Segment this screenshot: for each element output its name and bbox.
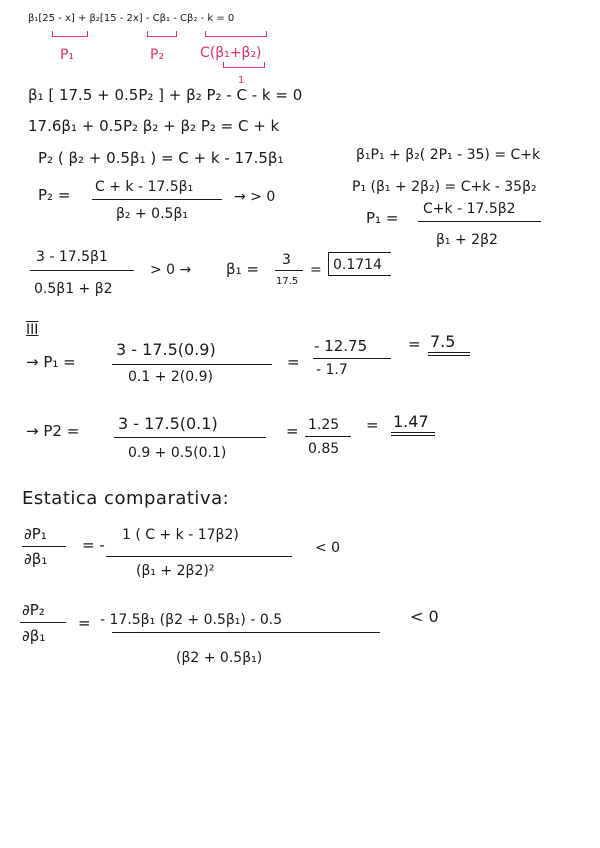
- p2-value-equals-2: =: [366, 416, 379, 434]
- annotation-p2: P₂: [150, 47, 165, 63]
- p1-value-numerator: 3 - 17.5(0.9): [116, 340, 216, 359]
- derivative2-fraction-bar: [112, 632, 380, 633]
- equation-initial: β₁[25 - x] + β₂[15 - 2x] - Cβ₁ - Cβ₂ - k = 0: [28, 13, 235, 24]
- p2-result-underline-2: [391, 435, 435, 436]
- annotation-p1: P₁: [60, 47, 75, 63]
- p2-result: 1.47: [393, 412, 429, 431]
- p1-label: P₁ =: [366, 209, 399, 227]
- condition-numerator: 3 - 17.5β1: [36, 249, 108, 265]
- p2-fraction-bar: [92, 199, 222, 200]
- p2-result-underline-1: [391, 432, 435, 433]
- derivative1-equals: = -: [82, 536, 105, 554]
- annotation-one: 1: [238, 75, 245, 86]
- p1-result-underline-1: [428, 352, 470, 353]
- equation-line-1: β₁ [ 17.5 + 0.5P₂ ] + β₂ P₂ - C - k = 0: [28, 86, 303, 104]
- derivative2-denominator: (β2 + 0.5β₁): [176, 650, 263, 666]
- derivative1-denominator: (β₁ + 2β2)²: [136, 563, 215, 579]
- derivative1-bottom: ∂β₁: [24, 550, 48, 568]
- right-equation-1: β₁P₁ + β₂( 2P₁ - 35) = C+k: [356, 147, 541, 163]
- section-heading: Estatica comparativa:: [22, 488, 230, 509]
- p1-denominator: β₁ + 2β2: [436, 232, 498, 248]
- derivative1-bar: [22, 546, 66, 547]
- beta1-denominator: 17.5: [276, 276, 299, 287]
- derivative2-less-zero: < 0: [410, 607, 439, 626]
- p1-value-equals-2: =: [408, 335, 421, 353]
- p1-numerator: C+k - 17.5β2: [423, 201, 516, 217]
- p2-fraction-numerator: 1.25: [308, 417, 340, 433]
- p2-denominator: β₂ + 0.5β₁: [116, 206, 188, 222]
- p1-result: 7.5: [430, 332, 456, 351]
- derivative1-numerator: 1 ( C + k - 17β2): [122, 527, 239, 543]
- section-roman-numeral: III: [26, 322, 39, 338]
- beta1-fraction-bar: [275, 270, 303, 271]
- p1-fraction-bar-2: [313, 358, 391, 359]
- p2-value-label: → P2 =: [26, 422, 80, 440]
- beta1-value: 0.1714: [333, 257, 382, 273]
- p1-value-fraction-bar: [112, 364, 272, 365]
- condition-fraction-bar: [30, 270, 134, 271]
- beta1-equals: =: [310, 262, 322, 278]
- equation-line-2: 17.6β₁ + 0.5P₂ β₂ + β₂ P₂ = C + k: [28, 117, 280, 135]
- beta1-label: β₁ =: [226, 260, 259, 278]
- derivative2-bar: [20, 622, 66, 623]
- p2-numerator: C + k - 17.5β₁: [95, 179, 194, 195]
- p2-value-fraction-bar: [114, 437, 266, 438]
- annotation-c-beta-sum: C(β₁+β₂): [200, 45, 262, 61]
- derivative2-top: ∂P₂: [22, 601, 45, 619]
- p2-value-numerator: 3 - 17.5(0.1): [118, 414, 218, 433]
- p1-result-underline-2: [428, 355, 470, 356]
- p1-value-equals: =: [287, 353, 300, 371]
- p1-fraction-denominator: - 1.7: [316, 362, 348, 378]
- derivative1-less-zero: < 0: [315, 540, 341, 556]
- p2-fraction-bar-2: [305, 436, 351, 437]
- derivative1-fraction-bar: [106, 556, 292, 557]
- p2-value-denominator: 0.9 + 0.5(0.1): [128, 445, 227, 461]
- derivative2-numerator: - 17.5β₁ (β2 + 0.5β₁) - 0.5: [100, 612, 283, 628]
- p2-arrow-positive: → > 0: [234, 189, 276, 205]
- p2-value-equals: =: [286, 422, 299, 440]
- condition-greater-zero: > 0 →: [150, 262, 192, 278]
- derivative2-bottom: ∂β₁: [22, 627, 46, 645]
- p2-fraction-denominator: 0.85: [308, 441, 340, 457]
- beta1-numerator: 3: [282, 252, 291, 268]
- derivative2-equals: =: [78, 614, 91, 632]
- pink-underbrace-p2: [147, 31, 177, 37]
- condition-denominator: 0.5β1 + β2: [34, 281, 113, 297]
- right-equation-2: P₁ (β₁ + 2β₂) = C+k - 35β₂: [352, 179, 537, 195]
- p1-value-denominator: 0.1 + 2(0.9): [128, 369, 213, 385]
- pink-underbrace-c: [205, 31, 267, 37]
- p1-fraction-bar: [418, 221, 541, 222]
- p1-value-label: → P₁ =: [26, 353, 76, 371]
- pink-underbrace-sum: [223, 62, 265, 68]
- derivative1-top: ∂P₁: [24, 525, 47, 543]
- equation-line-3: P₂ ( β₂ + 0.5β₁ ) = C + k - 17.5β₁: [38, 149, 284, 167]
- p2-label: P₂ =: [38, 186, 71, 204]
- pink-underbrace-p1: [52, 31, 88, 37]
- p1-fraction-numerator: - 12.75: [314, 337, 368, 355]
